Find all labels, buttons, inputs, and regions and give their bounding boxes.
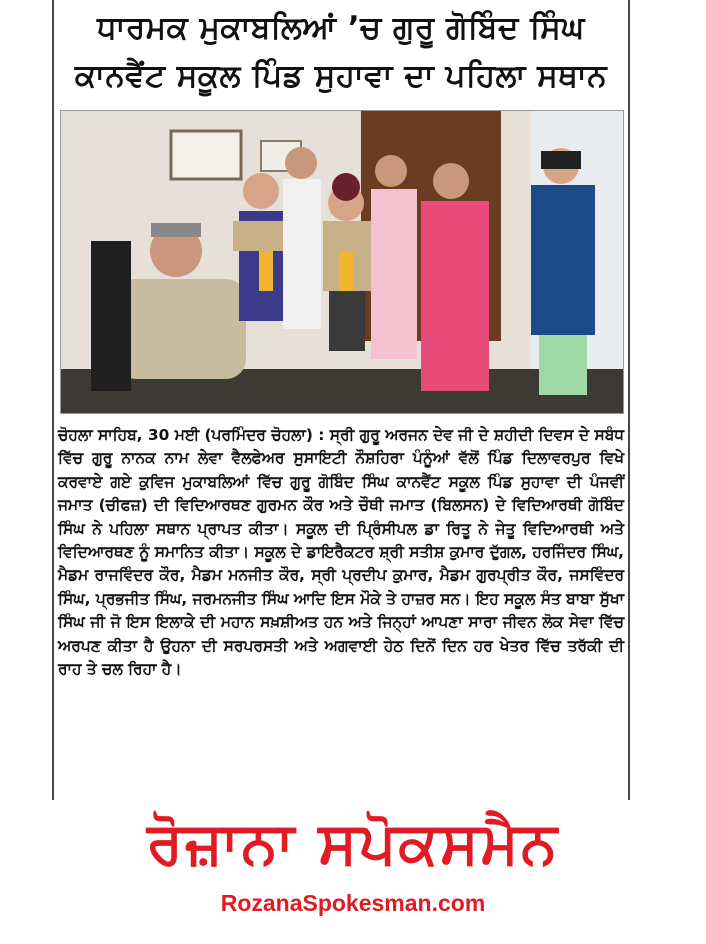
newspaper-url: RozanaSpokesman.com <box>220 890 486 916</box>
group-photo-illustration <box>61 111 623 413</box>
article-headline <box>60 4 622 100</box>
column-rule-right <box>628 0 630 800</box>
article-photo <box>60 110 624 414</box>
article-dateline: ਚੋਹਲਾ ਸਾਹਿਬ, 30 ਮਈ (ਪਰਮਿੰਦਰ ਚੋਹਲਾ) : <box>58 426 325 444</box>
article-body-text: ਸ੍ਰੀ ਗੁਰੂ ਅਰਜਨ ਦੇਵ ਜੀ ਦੇ ਸ਼ਹੀਦੀ ਦਿਵਸ ਦੇ ਸਬੰਧ ਵਿੱਚ ਗੁਰੂ ਨਾਨਕ ਨਾਮ ਲੇਵਾ ਵੈਲਫੇਅਰ ਸੁਸਾਇਟੀ ਨੌਸ਼ਹਿਰਾ ਪੰਨੂੰਆਂ ਵੱਲੋਂ ਪਿੰਡ ਦਿਲਾਵਰਪੁਰ ਵਿਖੇ ਕਰਵਾਏ ਗਏ ਕੁਵਿਜ ਮੁਕਾਬਲਿਆਂ ਵਿੱਚ ਗੁਰੂ ਗੋਬਿੰਦ ਸਿੰਘ ਕਾਨਵੈਂਟ ਸਕੂਲ ਪਿੰਡ ਸੁਹਾਵਾ ਦੀ ਪੰਜਵੀਂ ਜਮਾਤ (ਚੀਫਜ਼) ਦੀ ਵਿਦਿਆਰਥਣ ਗੁਰਮਨ ਕੌਰ ਅਤੇ ਚੌਥੀ ਜਮਾਤ (ਬਿਲਸਨ) ਦੇ ਵਿਦਿਆਰਥੀ ਗੋਬਿੰਦ ਸਿੰਘ ਨੇ ਪਹਿਲਾ ਸਥਾਨ ਪ੍ਰਾਪਤ ਕੀਤਾ। ਸਕੂਲ ਦੀ ਪ੍ਰਿੰਸੀਪਲ ਡਾ ਰਿਤੂ ਨੇ ਜੇਤੂ ਵਿਦਿਆਰਥੀ ਅਤੇ ਵਿਦਿਆਰਥਣ ਨੂੰ ਸਮਾਨਿਤ ਕੀਤਾ। ਸਕੂਲ ਦੇ ਡਾਇਰੈਕਟਰ ਸ਼੍ਰੀ ਸਤੀਸ਼ ਕੁਮਾਰ ਦੁੱਗਲ, ਹਰਜਿੰਦਰ ਸਿੰਘ, ਮੈਡਮ ਰਾਜਵਿੰਦਰ ਕੌਰ, ਮੈਡਮ ਮਨਜੀਤ ਕੌਰ, ਸ੍ਰੀ ਪ੍ਰਦੀਪ ਕੁਮਾਰ, ਮੈਡਮ ਗੁਰਪ੍ਰੀਤ ਕੌਰ, ਜਸਵਿੰਦਰ ਸਿੰਘ, ਪ੍ਰਭਜੀਤ ਸਿੰਘ, ਜਰਮਨਜੀਤ ਸਿੰਘ ਆਦਿ ਇਸ ਮੌਕੇ ਤੇ ਹਾਜ਼ਰ ਸਨ। ਇਹ ਸਕੂਲ ਸੰਤ ਬਾਬਾ ਸੁੱਖਾ ਸਿੰਘ ਜੀ ਜੋ ਇਸ ਇਲਾਕੇ ਦੀ ਮਹਾਨ ਸਖ਼ਸ਼ੀਅਤ ਹਨ ਅਤੇ ਜਿਨ੍ਹਾਂ ਆਪਣਾ ਸਾਰਾ ਜੀਵਨ ਲੋਕ ਸੇਵਾ ਵਿੱਚ ਅਰਪਣ ਕੀਤਾ ਹੈ ਉਹਨਾ ਦੀ ਸਰਪਰਸਤੀ ਅਤੇ ਅਗਵਾਈ ਹੇਠ ਦਿਨੋਂ ਦਿਨ ਹਰ ਖੇਤਰ ਵਿੱਚ ਤਰੱਕੀ ਦੀ ਰਾਹ ਤੇ ਚਲ ਰਿਹਾ ਹੈ। <box>58 426 624 679</box>
headline-line-2: ਕਾਨਵੈਂਟ ਸਕੂਲ ਪਿੰਡ ਸੁਹਾਵਾ ਦਾ ਪਹਿਲਾ ਸਥਾਨ <box>74 58 608 94</box>
headline-line-1: ਧਾਰਮਕ ਮੁਕਾਬਲਿਆਂ ’ਚ ਗੁਰੂ ਗੋਬਿੰਦ ਸਿੰਘ <box>97 10 585 46</box>
column-rule-left <box>52 0 54 800</box>
article-body <box>58 424 624 681</box>
newspaper-logo: ਰੋਜ਼ਾਨਾ ਸਪੋਕਸਮੈਨ <box>146 809 560 877</box>
